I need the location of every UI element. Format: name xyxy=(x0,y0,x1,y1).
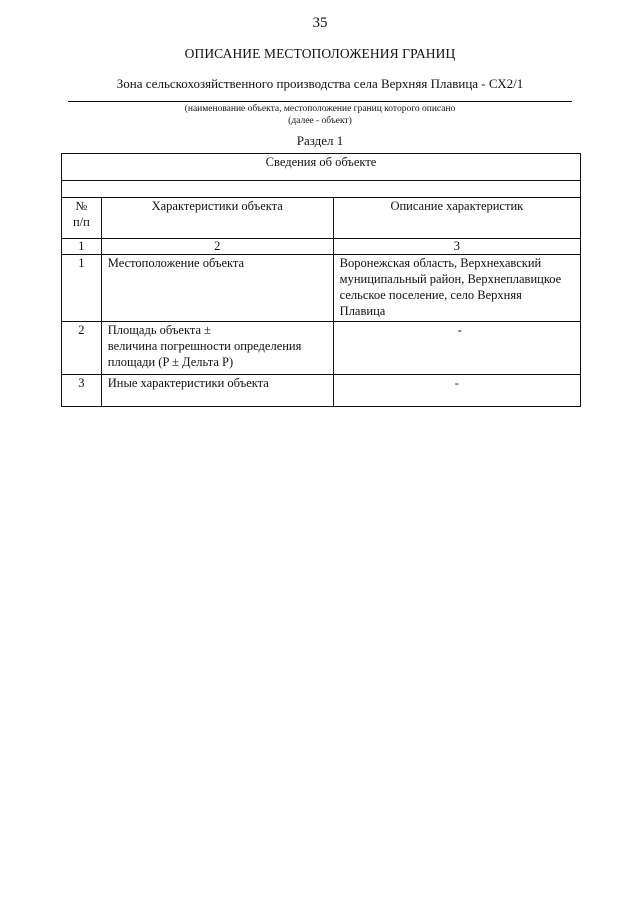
object-info-table xyxy=(61,153,581,407)
page-number: 35 xyxy=(312,15,328,31)
row-num: 1 xyxy=(62,255,102,322)
document-title: ОПИСАНИЕ МЕСТОПОЛОЖЕНИЯ ГРАНИЦ xyxy=(184,46,456,61)
col-number: 2 xyxy=(101,239,333,255)
row-description: - xyxy=(333,375,580,407)
table-row xyxy=(62,255,581,322)
zone-name: Зона сельскохозяйственного производства села Верхняя Плавица - СХ2/1 xyxy=(116,76,524,91)
col-number: 1 xyxy=(62,239,102,255)
table-empty-row xyxy=(62,181,581,198)
column-number-row xyxy=(62,239,581,255)
caption-line-2: (далее - объект) xyxy=(288,116,352,126)
row-characteristic: Иные характеристики объекта xyxy=(101,375,333,407)
col-number: 3 xyxy=(333,239,580,255)
object-caption xyxy=(0,103,640,127)
table-row xyxy=(62,375,581,407)
col-num-header: № п/п xyxy=(62,198,102,239)
underline-rule xyxy=(68,101,572,102)
row-description: Воронежская область, Верхнехавский муниципальный район, Верхнеплавицкое сельское поселение, село Верхняя Плавица xyxy=(333,255,580,322)
col-char-header: Характеристики объекта xyxy=(101,198,333,239)
row-num: 2 xyxy=(62,322,102,375)
row-characteristic: Площадь объекта ± величина погрешности определения площади (P ± Дельта P) xyxy=(101,322,333,375)
column-header-row xyxy=(62,198,581,239)
table-header: Сведения об объекте xyxy=(62,154,581,181)
row-description: - xyxy=(333,322,580,375)
table-row xyxy=(62,322,581,375)
row-num: 3 xyxy=(62,375,102,407)
section-title: Раздел 1 xyxy=(296,133,344,148)
col-desc-header: Описание характеристик xyxy=(333,198,580,239)
row-characteristic: Местоположение объекта xyxy=(101,255,333,322)
caption-line-1: (наименование объекта, местоположение границ которого описано xyxy=(184,104,456,114)
table-header-row xyxy=(62,154,581,181)
